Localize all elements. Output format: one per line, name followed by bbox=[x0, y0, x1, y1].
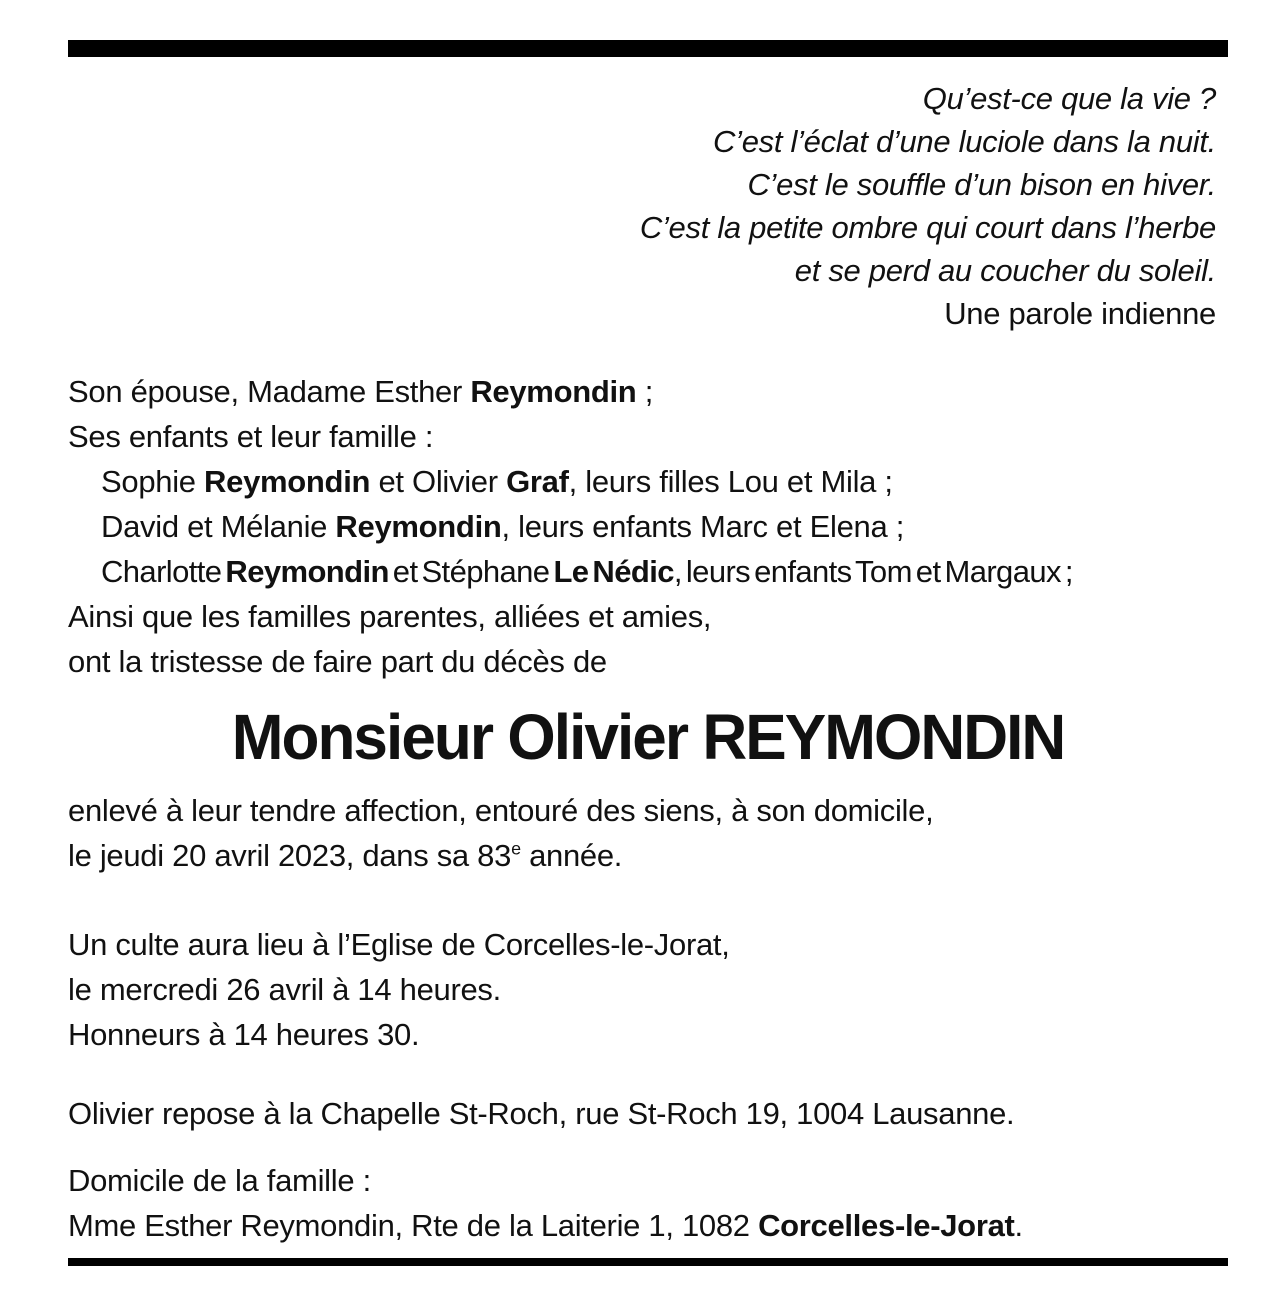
death-line: le jeudi 20 avril 2023, dans sa 83e année. bbox=[68, 838, 623, 873]
death-line: enlevé à leur tendre affection, entouré des siens, à son domicile, bbox=[68, 793, 934, 828]
service-line: Honneurs à 14 heures 30. bbox=[68, 1017, 420, 1052]
family-line: Ainsi que les familles parentes, alliées et amies, bbox=[68, 599, 712, 634]
family-line: Charlotte Reymondin et Stéphane Le Nédic, leurs enfants Tom et Margaux ; bbox=[101, 554, 1073, 589]
poem-line: C’est la petite ombre qui court dans l’herbe bbox=[639, 210, 1216, 245]
poem-line: et se perd au coucher du soleil. bbox=[794, 253, 1216, 288]
family-line: Son épouse, Madame Esther Reymondin ; bbox=[68, 374, 654, 409]
poem-line: C’est l’éclat d’une luciole dans la nuit. bbox=[713, 124, 1216, 159]
deceased-name: Monsieur Olivier REYMONDIN bbox=[231, 701, 1065, 773]
address-line: Mme Esther Reymondin, Rte de la Laiterie 1, 1082 Corcelles-le-Jorat. bbox=[68, 1208, 1023, 1243]
family-line: Sophie Reymondin et Olivier Graf, leurs filles Lou et Mila ; bbox=[101, 464, 893, 499]
epigraph-poem bbox=[68, 77, 1216, 335]
bottom-rule bbox=[68, 1258, 1228, 1266]
poem-attribution: Une parole indienne bbox=[944, 296, 1216, 331]
address-label: Domicile de la famille : bbox=[68, 1163, 371, 1198]
service-line: Un culte aura lieu à l’Eglise de Corcelles-le-Jorat, bbox=[68, 927, 730, 962]
family-announcement bbox=[68, 369, 1228, 684]
top-rule bbox=[68, 40, 1228, 57]
service-line: le mercredi 26 avril à 14 heures. bbox=[68, 972, 501, 1007]
repose-line: Olivier repose à la Chapelle St-Roch, rue St-Roch 19, 1004 Lausanne. bbox=[68, 1096, 1015, 1131]
poem-line: Qu’est-ce que la vie ? bbox=[922, 81, 1216, 116]
family-line: ont la tristesse de faire part du décès de bbox=[68, 644, 607, 679]
family-line: Ses enfants et leur famille : bbox=[68, 419, 434, 454]
death-details bbox=[68, 788, 1228, 878]
service-details bbox=[68, 922, 1228, 1057]
poem-line: C’est le souffle d’un bison en hiver. bbox=[747, 167, 1216, 202]
repose-details bbox=[68, 1091, 1228, 1136]
family-address bbox=[68, 1158, 1228, 1248]
family-line: David et Mélanie Reymondin, leurs enfants Marc et Elena ; bbox=[101, 509, 905, 544]
